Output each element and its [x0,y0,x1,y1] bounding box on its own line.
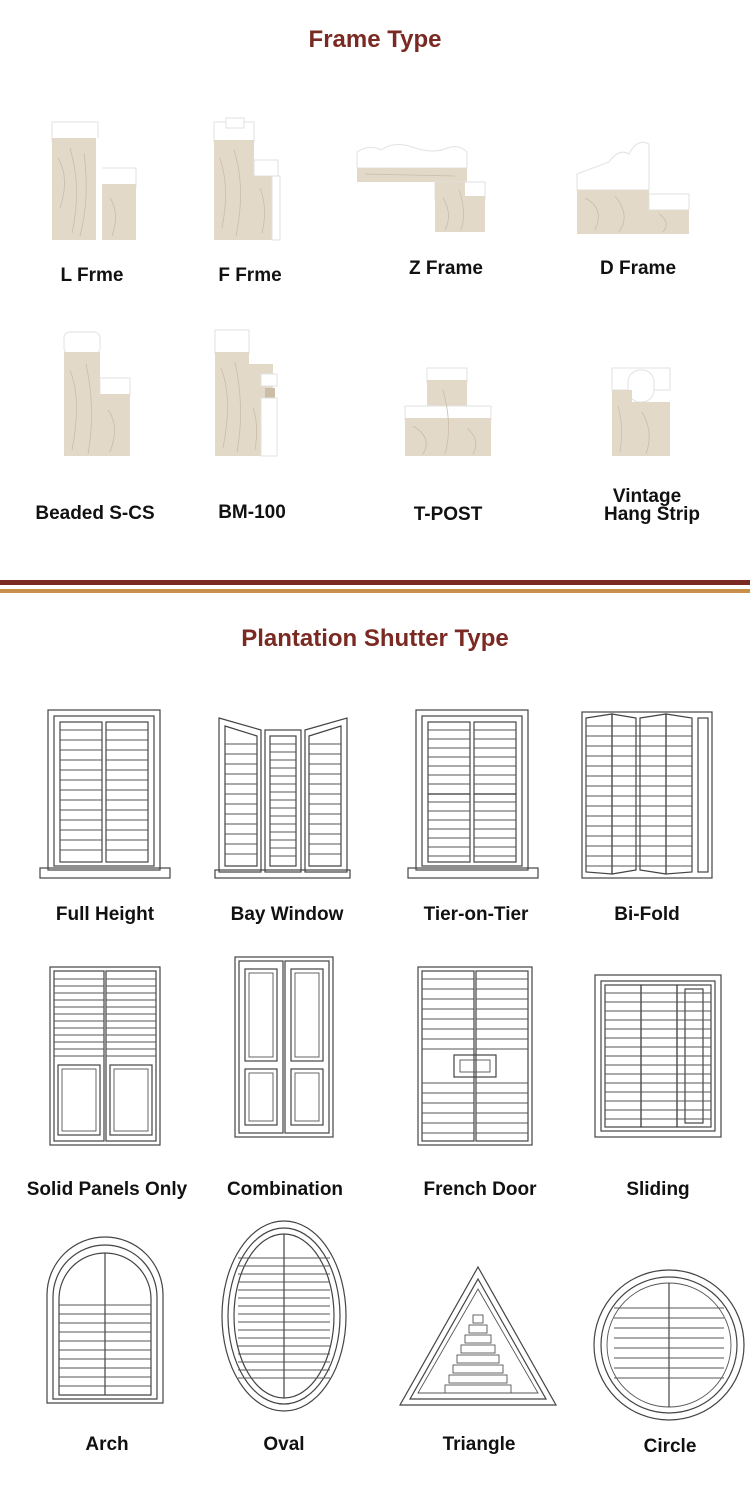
full-height-label: Full Height [55,904,155,925]
bm-100-label: BM-100 [218,502,286,523]
oval-label: Oval [263,1434,305,1455]
d-frame-label: D Frame [599,258,677,279]
vintage-hang-strip-label-line2: Hang Strip [603,504,701,525]
sliding-label: Sliding [626,1179,690,1200]
d-frame-image [575,138,695,238]
section-divider [0,578,750,598]
bi-fold-shutter-drawing [580,710,715,880]
solid-panels-only-label: Solid Panels Only [26,1179,188,1200]
combination-shutter-drawing [233,955,335,1139]
t-post-label: T-POST [413,504,483,525]
f-frame-image [212,118,287,243]
french-door-shutter-drawing [416,965,534,1147]
solid-panels-only-shutter-drawing [48,965,163,1147]
l-frame-image [50,118,140,243]
oval-shutter-drawing [220,1218,348,1414]
z-frame-label: Z Frame [409,258,483,279]
bm-100-image [213,328,283,458]
triangle-shutter-drawing [398,1265,558,1407]
sliding-shutter-drawing [593,973,723,1139]
bi-fold-label: Bi-Fold [614,904,680,925]
tier-on-tier-label: Tier-on-Tier [423,904,529,925]
t-post-image [403,366,493,458]
z-frame-image [355,138,490,238]
tier-on-tier-shutter-drawing [408,708,538,880]
beaded-s-cs-label: Beaded S-CS [35,503,155,524]
arch-label: Arch [85,1434,129,1455]
triangle-label: Triangle [442,1434,516,1455]
combination-label: Combination [226,1179,344,1200]
frame-type-title: Frame Type [308,26,442,53]
arch-shutter-drawing [45,1235,165,1407]
f-frame-label: F Frme [218,265,282,286]
bay-window-shutter-drawing [215,710,350,880]
plantation-shutter-type-title: Plantation Shutter Type [241,625,509,652]
beaded-s-cs-image [60,330,135,460]
circle-label: Circle [643,1436,697,1457]
vintage-hang-strip-image [610,366,675,458]
l-frame-label: L Frme [60,265,124,286]
vintage-hang-strip-label-line1: Vintage [612,486,682,507]
full-height-shutter-drawing [40,708,170,880]
circle-shutter-drawing [592,1268,746,1422]
french-door-label: French Door [423,1179,537,1200]
bay-window-label: Bay Window [230,904,344,925]
